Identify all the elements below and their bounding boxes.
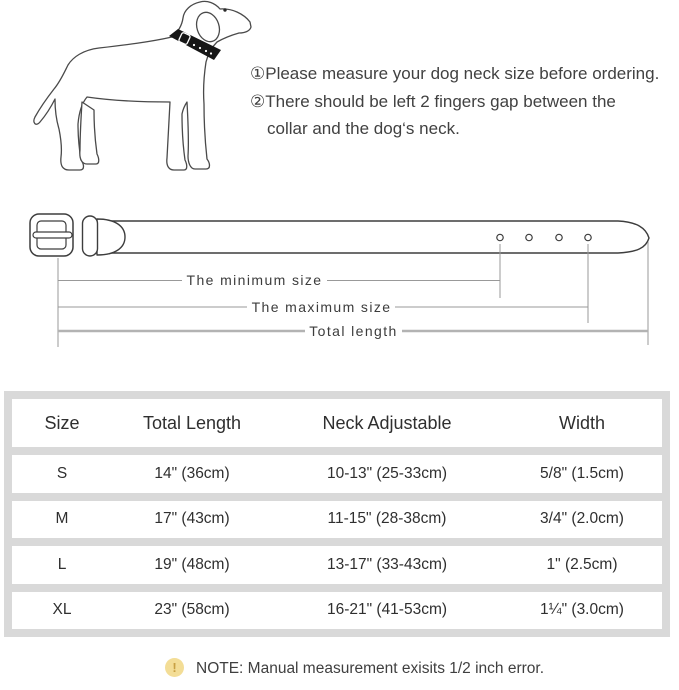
- exclamation-glyph: !: [172, 660, 177, 675]
- dog-eye: [223, 8, 226, 11]
- cell-neck-adjustable: 10-13" (25-33cm): [326, 464, 448, 482]
- cell-size: XL: [52, 601, 72, 619]
- exclamation-icon: [165, 658, 184, 677]
- header-width: Width: [558, 412, 605, 433]
- cell-width: 1" (2.5cm): [546, 555, 618, 573]
- collar-buckle: [30, 214, 73, 256]
- cell-width: 3/4" (2.0cm): [540, 510, 624, 528]
- cell-total-length: 17" (43cm): [154, 510, 230, 528]
- instruction-line-2: ②There should be left 2 fingers gap between the: [250, 91, 616, 111]
- header-total-length: Total Length: [142, 412, 242, 433]
- table-row-s: [12, 455, 662, 493]
- cell-size: M: [55, 510, 69, 528]
- maximum-size-label: The maximum size: [248, 299, 395, 315]
- table-row-m: [12, 501, 662, 539]
- cell-width: 1¼" (3.0cm): [540, 601, 624, 619]
- instruction-line-1: ①Please measure your dog neck size before ordering.: [250, 64, 660, 83]
- cell-neck-adjustable: 16-21" (41-53cm): [326, 601, 448, 619]
- note-text: NOTE: Manual measurement exisits 1/2 inch error.: [196, 660, 545, 677]
- header-size: Size: [44, 412, 80, 433]
- buckle-prong: [33, 232, 72, 238]
- cell-total-length: 19" (48cm): [154, 555, 230, 573]
- table-row-xl: [12, 592, 662, 630]
- cell-width: 5/8" (1.5cm): [540, 464, 624, 482]
- table-row-l: [12, 546, 662, 584]
- cell-size: S: [56, 464, 68, 482]
- collar-strap: [96, 221, 649, 253]
- minimum-size-label: The minimum size: [182, 272, 327, 288]
- size-table-header-row: [12, 399, 662, 447]
- cell-total-length: 23" (58cm): [154, 601, 230, 619]
- cell-size: L: [57, 555, 67, 573]
- size-table: [4, 391, 670, 637]
- dog-illustration: [22, 0, 257, 192]
- total-length-label: Total length: [305, 323, 402, 339]
- cell-neck-adjustable: 11-15" (28-38cm): [327, 510, 447, 528]
- header-neck-adjustable: Neck Adjustable: [322, 412, 452, 433]
- cell-neck-adjustable: 13-17" (33-43cm): [326, 555, 448, 573]
- cell-total-length: 14" (36cm): [154, 464, 230, 482]
- measuring-instructions: [250, 60, 675, 143]
- collar-keeper-loop: [83, 216, 98, 256]
- instruction-line-3: collar and the dog‘s neck.: [267, 119, 460, 138]
